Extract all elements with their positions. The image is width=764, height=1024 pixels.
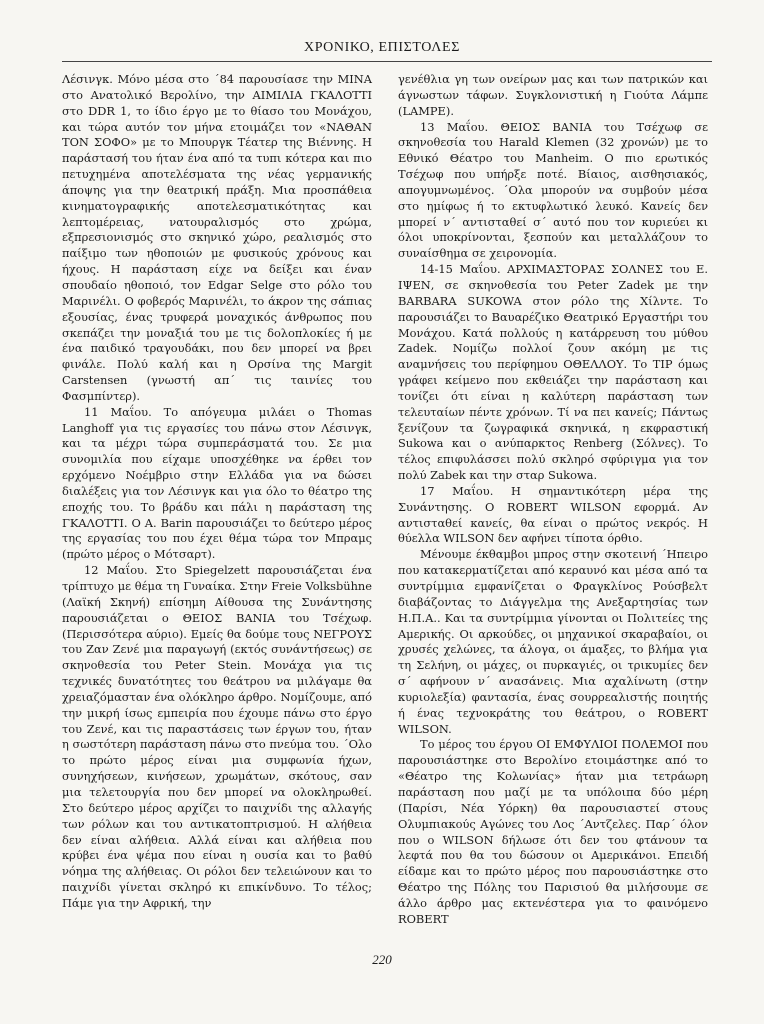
page-number: 220 xyxy=(372,952,392,967)
paragraph: 12 Μαΐου. Στο Spiegelzett παρουσιάζεται ένα τρίπτυχο με θέμα τη Γυναίκα. Στην Freie Volksbühne (Λαϊκή Σκηνή) επίσημη Αίθουσα της Συνάντησης παρουσιάζεται ο ΘΕΙΟΣ ΒΑΝΙΑ του Τσέχωφ. (Περισσότερα αύριο). Εμείς θα δούμε τους ΝΕΓΡΟΥΣ του Ζαν Ζενέ μια παραγωγή (εκτός συνάντήσεως) σε σκηνοθεσία του Peter Stein. Μονάχα για τις τεχνικές δυνατότητες του θεάτρου να μιλάγαμε θα χρειαζόμασταν ένα ολόκληρο άρθρο. Νομίζουμε, από την μικρή ίσως εμπειρία που έχουμε πάνω στο έργο του Ζενέ, και τις παραστάσεις των έργων του, ήταν η σωστότερη παράσταση πάνω στο πνεύμα του. ΄Ολο το πρώτο μέρος είναι μια συμφωνία ήχων, συνηχήσεων, κινήσεων, χρωμάτων, σκότους, σαν μια τελετουργία που δεν μπορεί να ολοκληρωθεί. Στο δεύτερο μέρος αρχίζει το παιχνίδι της αλλαγής των ρόλων και του αντικατοπτρισμού. Η αλήθεια δεν είναι αλήθεια. Αλλά είναι και αλήθεια που κρύβει ένα ψέμα που είναι η ουσία και το βαθύ νόημα της αλήθειας. Οι ρόλοι δεν τελειώνουν και το παιχνίδι γίνεται σκληρό κι επικίνδυνο. Το τέλος; Πάμε για την Αφρική, την xyxy=(62,563,372,910)
paragraph: Λέσινγκ. Μόνο μέσα στο ΄84 παρουσίασε την ΜΙΝΑ στο Ανατολικό Βερολίνο, την ΑΙΜΙΛΙΑ ΓΚΑΛΟΤΤΙ στο DDR 1, το ίδιο έργο με το θίασο του Μονάχου, και τώρα αυτόν τον μήνα ετοιμάζει τον «ΝΑΘΑΝ ΤΟΝ ΣΟΦΟ» με το Μπουργκ Τέατερ της Βιέννης. Η παράστασή του ήταν ένα από τα τυπι κότερα και πιο πετυχημένα αποτελέσματα της νέας γερμανικής άποψης για την θεατρική πράξη. Μια προσπάθεια κινηματογραφικής αποτελεσματικότητας και λεπτομέρειας, νατουραλισμός στο χρώμα, εξπρεσιονισμός στο σκηνικό χώρο, ρεαλισμός στο παίξιμο των ηθοποιών με φυσικούς χρόνους και ήχους. Η παράσταση είχε να δείξει και έναν σπουδαίο ηθοποιό, τον Edgar Selge στο ρόλο του Μαρινέλι. Ο φοβερός Μαρινέλι, το άκρον της σάπιας εξουσίας, ένας τρυφερά μοναχικός άνθρωπος που σκεπάζει την μοναξιά του με τις δολοπλοκίες ή με ένα παιδικό τραγουδάκι, που δεν μπορεί να βρει φινάλε. Πολύ καλή και η Ορσίνα της Margit Carstensen (γνωστή απ΄ τις ταινίες του Φασμπίντερ). xyxy=(62,72,372,403)
header-rule xyxy=(62,61,712,62)
running-header: ΧΡΟΝΙΚΟ, ΕΠΙΣΤΟΛΕΣ xyxy=(304,40,460,55)
paragraph: 14-15 Μαΐου. ΑΡΧΙΜΑΣΤΟΡΑΣ ΣΟΛΝΕΣ του Ε. ΙΨΕΝ, σε σκηνοθεσία του Peter Zadek με την BARBARA SUKOWA στον ρόλο της Χίλντε. Το παρουσιάζει το Βαυαρέζικο Θεατρικό Εργαστήρι του Μονάχου. Κατά πολλούς η κατάρρευση του μύθου Zadek. Νομίζω πολλοί ζουν ακόμη με τις αναμνήσεις του περίφημου ΟΘΕΛΛΟΥ. Το ΤΙΡ όμως γράφει κείμενο που εκθειάζει την παράσταση και τονίζει ότι είναι η καλύτερη παράσταση των τελευταίων πέντε χρόνων. Τί να πει κανείς; Πάντως ξενίζουν τα ζωγραφικά σκηνικά, η εκφραστική Sukowa και ο ανύπαρκτος Renberg (Σόλνες). Το τέλος επιφυλάσσει πολύ σκληρό σφύριγμα για τον πολύ Zabek και την σταρ Sukowa. xyxy=(398,262,708,483)
paragraph: Το μέρος του έργου ΟΙ ΕΜΦΥΛΙΟΙ ΠΟΛΕΜΟΙ που παρουσιάστηκε στο Βερολίνο ετοιμάστηκε από το «Θέατρο της Κολωνίας» ήταν μια τετράωρη παράσταση που μαζί με τα υπόλοιπα δύο μέρη (Παρίσι, Νέα Υόρκη) θα παρουσιαστεί στους Ολυμπιακούς Αγώνες του Λος ΄Αντζελες. Παρ΄ όλον που ο WILSON δήλωσε ότι δεν του φτάνουν τα λεφτά που θα του δώσουν οι Αμερικάνοι. Επειδή είδαμε και το πρώτο μέρος που παρουσιάστηκε στο Θέατρο της Πόλης του Παρισιού θα μιλήσουμε σε άλλο άρθρο μας εκτενέστερα για το φαινόμενο ROBERT xyxy=(398,737,708,926)
left-column xyxy=(62,72,372,912)
paragraph: 17 Μαΐου. Η σημαντικότερη μέρα της Συνάντησης. Ο ROBERT WILSON εφορμά. Αν αντισταθεί κανείς, θα είναι ο πρώτος νεκρός. Η θύελλα WILSON δεν αφήνει τίποτα όρθιο. xyxy=(398,483,708,546)
paragraph: 11 Μαΐου. Το απόγευμα μιλάει ο Thomas Langhoff για τις εργασίες του πάνω στον Λέσινγκ, και τα μέχρι τώρα συμπεράσματά του. Σε μια συνομιλία που είχαμε υποσχέθηκε να έρθει τον ερχόμενο Νοέμβριο στην Ελλάδα για να δώσει διαλέξεις για τον Λέσινγκ και για όλο το θέατρο της εποχής του. Το βράδυ και πάλι η παράσταση της ΓΚΑΛΟΤΤΙ. Ο Α. Barin παρουσιάζει το δεύτερο μέρος της εργασίας του που έχει θέμα τώρα τον Μπραμς (πρώτο μέρος ο Μότσαρτ). xyxy=(62,404,372,562)
right-column xyxy=(398,72,708,928)
paragraph: Μένουμε έκθαμβοι μπρος στην σκοτεινή ΄Ηπειρο που κατακερματίζεται από κεραυνό και μέσα από τα συντρίμμια εμφανίζεται ο Φραγκλίνος Ρούσβελτ διαβάζοντας το Διάγγελμα της Ανεξαρτησίας των Η.Π.Α.. Και τα συντρίμμια γίνονται οι Πολιτείες της Αμερικής. Οι αρκούδες, οι μηχανικοί σκαραβαίοι, οι χρυσές χελώνες, τα άλογα, οι άμαξες, το βλήμα για τη Σελήνη, οι μάχες, οι πυρκαγιές, οι τρικυμίες δεν σ΄ αφήνουν ν΄ ανασάνεις. Μια αχαλίνωτη (στην κυριολεξία) φαντασία, ένας σουρρεαλιστής ποιητής ή ένας τεχνοκράτης του θεάτρου, ο ROBERT WILSON. xyxy=(398,547,708,736)
paragraph: γενέθλια γη των ονείρων μας και των πατρικών και άγνωστων τάφων. Συγκλονιστική η Γιούτα Λάμπε (LAMPE). xyxy=(398,72,708,118)
paragraph: 13 Μαΐου. ΘΕΙΟΣ ΒΑΝΙΑ του Τσέχωφ σε σκηνοθεσία του Harald Klemen (32 χρονών) με το Εθνικό Θέατρο του Manheim. Ο πιο ερωτικός Τσέχωφ που υπήρξε ποτέ. Βίαιος, αισθησιακός, απογυμνωμένος. ΄Ολα μπορούν να συμβούν μέσα στο ημίφως ή το εκτυφλωτικό λευκό. Κανείς δεν μπορεί ν΄ αντισταθεί σ΄ αυτό που τον κυριεύει κι όλοι υποκρίνονται, ξεσπούν και μεταλλάζουν το συναίσθημα σε χειρονομία. xyxy=(398,119,708,261)
